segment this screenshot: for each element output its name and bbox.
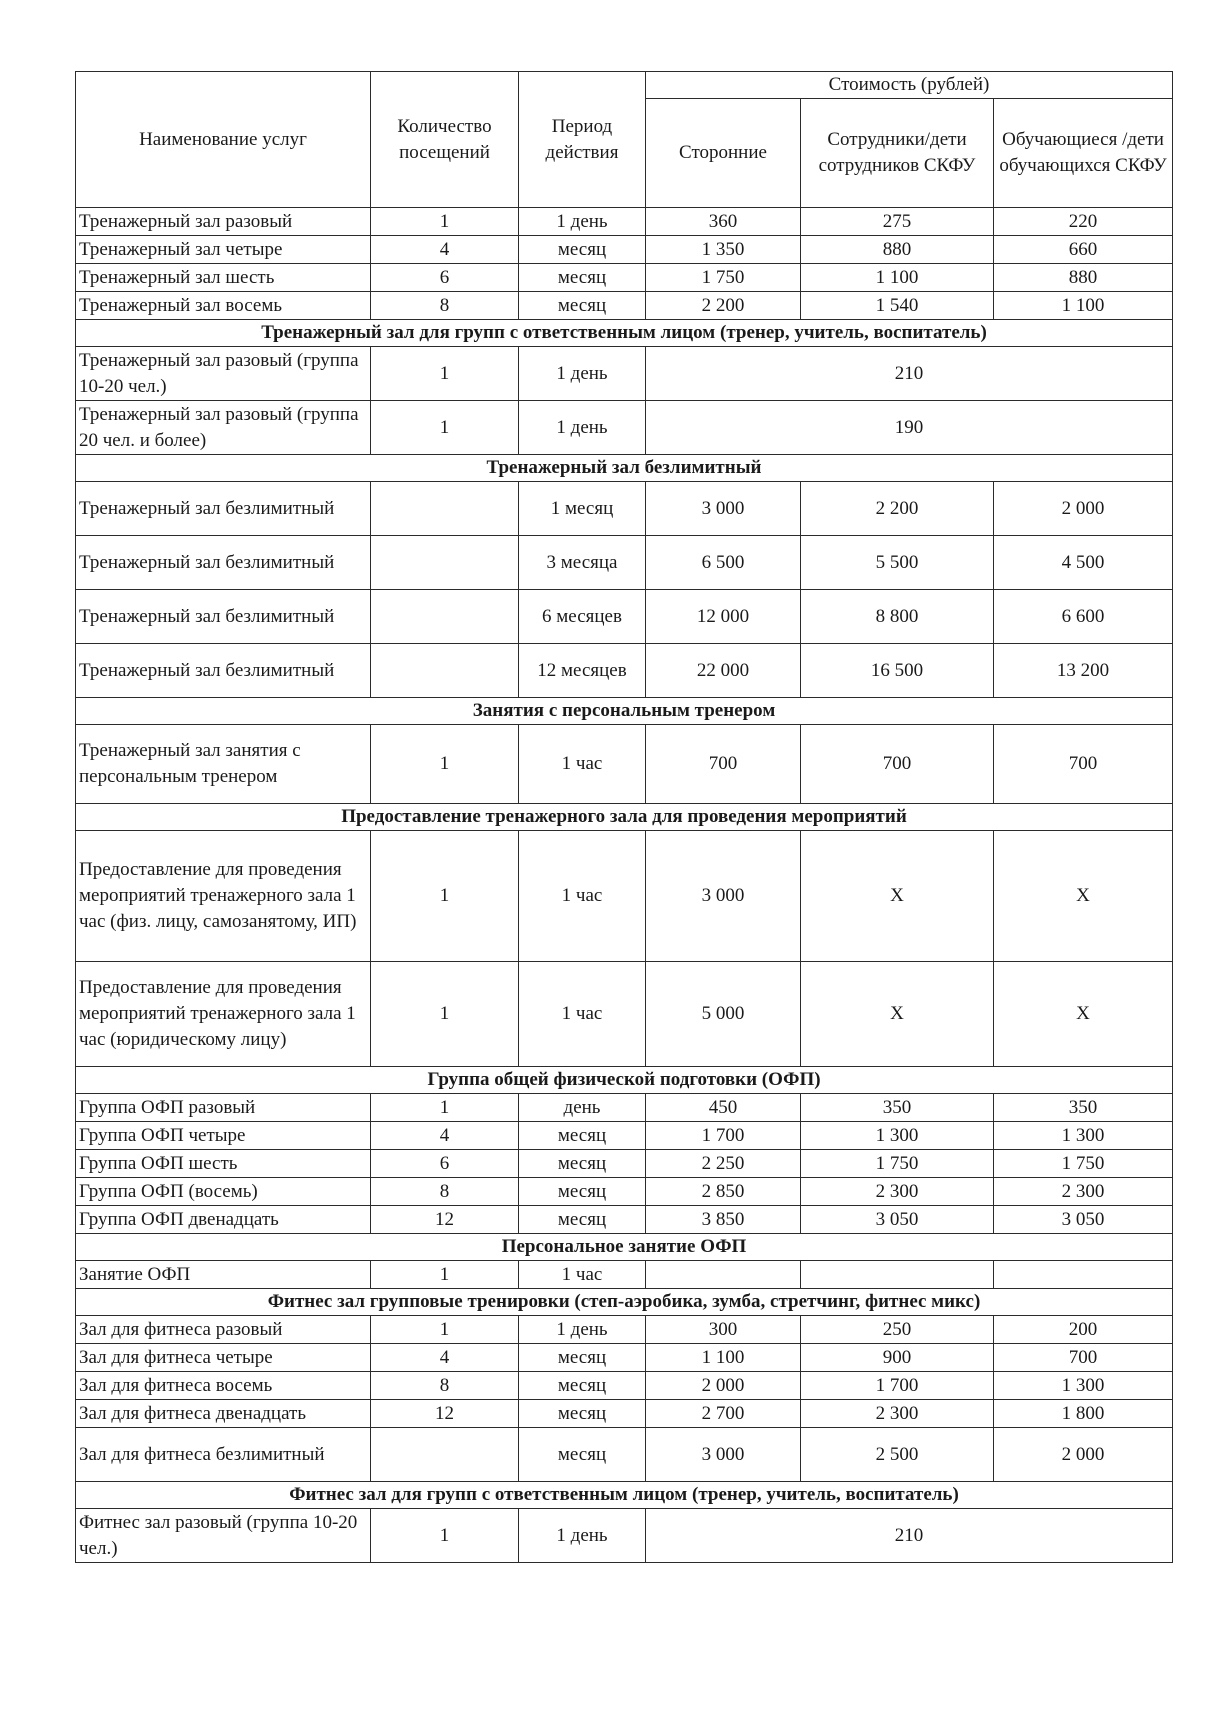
validity-period: месяц — [519, 1428, 646, 1482]
validity-period: месяц — [519, 1150, 646, 1178]
table-row — [76, 1261, 1173, 1289]
price-students: 700 — [994, 725, 1173, 804]
validity-period: день — [519, 1094, 646, 1122]
service-name: Группа ОФП двенадцать — [76, 1206, 371, 1234]
validity-period: 1 час — [519, 725, 646, 804]
price-external: 3 000 — [646, 831, 801, 962]
table-row — [76, 347, 1173, 401]
price-students: 1 300 — [994, 1372, 1173, 1400]
visits-count: 8 — [371, 1372, 519, 1400]
visits-count: 1 — [371, 725, 519, 804]
table-row — [76, 644, 1173, 698]
section-row — [76, 1289, 1173, 1316]
service-name: Зал для фитнеса четыре — [76, 1344, 371, 1372]
price-external: 3 000 — [646, 482, 801, 536]
price-staff: 8 800 — [801, 590, 994, 644]
service-name: Зал для фитнеса восемь — [76, 1372, 371, 1400]
header-students: Обучающиеся /дети обучающихся СКФУ — [994, 99, 1173, 208]
price-students: 1 100 — [994, 292, 1173, 320]
service-name: Предоставление для проведения мероприятий тренажерного зала 1 час (физ. лицу, самозанятому, ИП) — [76, 831, 371, 962]
price-external: 12 000 — [646, 590, 801, 644]
price-external: 1 100 — [646, 1344, 801, 1372]
table-row — [76, 401, 1173, 455]
service-name: Тренажерный зал восемь — [76, 292, 371, 320]
price-students: 3 050 — [994, 1206, 1173, 1234]
section-title: Группа общей физической подготовки (ОФП) — [76, 1067, 1173, 1094]
table-row — [76, 1344, 1173, 1372]
table-row — [76, 482, 1173, 536]
section-row — [76, 1234, 1173, 1261]
price-staff: 900 — [801, 1344, 994, 1372]
price-students: 1 800 — [994, 1400, 1173, 1428]
visits-count — [371, 482, 519, 536]
service-name: Группа ОФП четыре — [76, 1122, 371, 1150]
service-name: Тренажерный зал безлимитный — [76, 536, 371, 590]
table-row — [76, 590, 1173, 644]
header-validity-period: Период действия — [519, 72, 646, 208]
service-name: Занятие ОФП — [76, 1261, 371, 1289]
price-staff: 3 050 — [801, 1206, 994, 1234]
service-name: Группа ОФП (восемь) — [76, 1178, 371, 1206]
price-students: Х — [994, 831, 1173, 962]
table-row — [76, 536, 1173, 590]
price-external: 5 000 — [646, 962, 801, 1067]
visits-count: 4 — [371, 1344, 519, 1372]
table-row — [76, 1178, 1173, 1206]
price-students: 1 300 — [994, 1122, 1173, 1150]
price-external: 1 700 — [646, 1122, 801, 1150]
table-row — [76, 236, 1173, 264]
price-table-body — [76, 208, 1173, 1563]
price-students: 2 300 — [994, 1178, 1173, 1206]
price-staff: 1 750 — [801, 1150, 994, 1178]
price-staff: 2 200 — [801, 482, 994, 536]
visits-count: 6 — [371, 1150, 519, 1178]
visits-count: 1 — [371, 401, 519, 455]
header-cost: Стоимость (рублей) — [646, 72, 1173, 99]
price-external: 1 750 — [646, 264, 801, 292]
price-students: 700 — [994, 1344, 1173, 1372]
price-students: Х — [994, 962, 1173, 1067]
price-staff: 700 — [801, 725, 994, 804]
price-staff: 250 — [801, 1316, 994, 1344]
price-students: 880 — [994, 264, 1173, 292]
price-staff: 880 — [801, 236, 994, 264]
price-external: 1 350 — [646, 236, 801, 264]
validity-period: месяц — [519, 1344, 646, 1372]
price-external: 2 850 — [646, 1178, 801, 1206]
validity-period: месяц — [519, 1372, 646, 1400]
service-name: Тренажерный зал разовый (группа 20 чел. и более) — [76, 401, 371, 455]
section-title: Тренажерный зал безлимитный — [76, 455, 1173, 482]
table-row — [76, 264, 1173, 292]
price-staff: 350 — [801, 1094, 994, 1122]
validity-period: 1 день — [519, 1509, 646, 1563]
validity-period: 1 час — [519, 831, 646, 962]
visits-count: 8 — [371, 292, 519, 320]
service-name: Группа ОФП разовый — [76, 1094, 371, 1122]
table-row — [76, 292, 1173, 320]
visits-count: 12 — [371, 1206, 519, 1234]
table-row — [76, 962, 1173, 1067]
section-row — [76, 1067, 1173, 1094]
header-visits-count: Количество посещений — [371, 72, 519, 208]
price-staff: Х — [801, 831, 994, 962]
group-price: 210 — [646, 347, 1173, 401]
header-external: Сторонние — [646, 99, 801, 208]
price-students: 4 500 — [994, 536, 1173, 590]
price-external: 3 850 — [646, 1206, 801, 1234]
visits-count: 1 — [371, 1509, 519, 1563]
price-external: 450 — [646, 1094, 801, 1122]
table-row — [76, 1122, 1173, 1150]
visits-count — [371, 536, 519, 590]
validity-period: месяц — [519, 264, 646, 292]
service-name: Фитнес зал разовый (группа 10-20 чел.) — [76, 1509, 371, 1563]
visits-count: 1 — [371, 1261, 519, 1289]
validity-period: 1 день — [519, 347, 646, 401]
group-price: 210 — [646, 1509, 1173, 1563]
price-staff: 2 300 — [801, 1178, 994, 1206]
service-name: Тренажерный зал безлимитный — [76, 644, 371, 698]
price-students: 13 200 — [994, 644, 1173, 698]
section-title: Предоставление тренажерного зала для проведения мероприятий — [76, 804, 1173, 831]
price-students: 2 000 — [994, 1428, 1173, 1482]
table-row — [76, 1372, 1173, 1400]
section-row — [76, 1482, 1173, 1509]
validity-period: месяц — [519, 236, 646, 264]
table-row — [76, 1400, 1173, 1428]
visits-count: 1 — [371, 347, 519, 401]
validity-period: 1 час — [519, 1261, 646, 1289]
price-staff: 1 300 — [801, 1122, 994, 1150]
price-students: 2 000 — [994, 482, 1173, 536]
price-staff: 16 500 — [801, 644, 994, 698]
visits-count: 1 — [371, 1316, 519, 1344]
price-staff: 275 — [801, 208, 994, 236]
price-staff: 2 500 — [801, 1428, 994, 1482]
header-service-name: Наименование услуг — [76, 72, 371, 208]
price-students: 220 — [994, 208, 1173, 236]
validity-period: 1 час — [519, 962, 646, 1067]
section-title: Фитнес зал для групп с ответственным лицом (тренер, учитель, воспитатель) — [76, 1482, 1173, 1509]
visits-count: 1 — [371, 962, 519, 1067]
visits-count: 12 — [371, 1400, 519, 1428]
price-external: 2 000 — [646, 1372, 801, 1400]
service-name: Тренажерный зал четыре — [76, 236, 371, 264]
visits-count: 4 — [371, 236, 519, 264]
price-staff: 5 500 — [801, 536, 994, 590]
table-row — [76, 208, 1173, 236]
price-staff: 2 300 — [801, 1400, 994, 1428]
section-row — [76, 698, 1173, 725]
validity-period: 6 месяцев — [519, 590, 646, 644]
section-title: Персональное занятие ОФП — [76, 1234, 1173, 1261]
service-name: Зал для фитнеса двенадцать — [76, 1400, 371, 1428]
price-staff — [801, 1261, 994, 1289]
price-students: 350 — [994, 1094, 1173, 1122]
price-staff: 1 540 — [801, 292, 994, 320]
table-row — [76, 1150, 1173, 1178]
price-students: 200 — [994, 1316, 1173, 1344]
price-external: 360 — [646, 208, 801, 236]
price-students: 660 — [994, 236, 1173, 264]
price-external: 2 250 — [646, 1150, 801, 1178]
service-name: Тренажерный зал безлимитный — [76, 482, 371, 536]
validity-period: месяц — [519, 1122, 646, 1150]
validity-period: 1 месяц — [519, 482, 646, 536]
validity-period: 3 месяца — [519, 536, 646, 590]
validity-period: 1 день — [519, 401, 646, 455]
price-external: 2 200 — [646, 292, 801, 320]
service-name: Тренажерный зал шесть — [76, 264, 371, 292]
table-row — [76, 831, 1173, 962]
table-row — [76, 1094, 1173, 1122]
price-staff: 1 100 — [801, 264, 994, 292]
price-external: 2 700 — [646, 1400, 801, 1428]
section-row — [76, 804, 1173, 831]
table-row — [76, 1316, 1173, 1344]
section-title: Тренажерный зал для групп с ответственным лицом (тренер, учитель, воспитатель) — [76, 320, 1173, 347]
validity-period: месяц — [519, 1178, 646, 1206]
price-external: 3 000 — [646, 1428, 801, 1482]
table-row — [76, 1428, 1173, 1482]
price-external: 700 — [646, 725, 801, 804]
service-name: Предоставление для проведения мероприятий тренажерного зала 1 час (юридическому лицу) — [76, 962, 371, 1067]
validity-period: месяц — [519, 1400, 646, 1428]
price-students: 1 750 — [994, 1150, 1173, 1178]
section-row — [76, 320, 1173, 347]
visits-count — [371, 590, 519, 644]
visits-count — [371, 1428, 519, 1482]
price-external — [646, 1261, 801, 1289]
validity-period: 1 день — [519, 208, 646, 236]
section-title: Занятия с персональным тренером — [76, 698, 1173, 725]
visits-count: 1 — [371, 831, 519, 962]
price-staff: 1 700 — [801, 1372, 994, 1400]
price-external: 22 000 — [646, 644, 801, 698]
price-external: 300 — [646, 1316, 801, 1344]
service-name: Тренажерный зал разовый (группа 10-20 чел.) — [76, 347, 371, 401]
section-title: Фитнес зал групповые тренировки (степ-аэробика, зумба, стретчинг, фитнес микс) — [76, 1289, 1173, 1316]
validity-period: 1 день — [519, 1316, 646, 1344]
visits-count: 1 — [371, 208, 519, 236]
service-name: Зал для фитнеса безлимитный — [76, 1428, 371, 1482]
visits-count: 6 — [371, 264, 519, 292]
service-name: Тренажерный зал безлимитный — [76, 590, 371, 644]
validity-period: месяц — [519, 1206, 646, 1234]
header-staff: Сотрудники/дети сотрудников СКФУ — [801, 99, 994, 208]
service-name: Тренажерный зал занятия с персональным тренером — [76, 725, 371, 804]
visits-count: 4 — [371, 1122, 519, 1150]
price-table — [75, 71, 1173, 1563]
table-row — [76, 1206, 1173, 1234]
price-students: 6 600 — [994, 590, 1173, 644]
price-list-page — [75, 71, 1172, 1563]
visits-count: 1 — [371, 1094, 519, 1122]
service-name: Тренажерный зал разовый — [76, 208, 371, 236]
price-students — [994, 1261, 1173, 1289]
service-name: Группа ОФП шесть — [76, 1150, 371, 1178]
table-row — [76, 725, 1173, 804]
validity-period: месяц — [519, 292, 646, 320]
visits-count — [371, 644, 519, 698]
section-row — [76, 455, 1173, 482]
price-staff: Х — [801, 962, 994, 1067]
table-row — [76, 1509, 1173, 1563]
validity-period: 12 месяцев — [519, 644, 646, 698]
group-price: 190 — [646, 401, 1173, 455]
visits-count: 8 — [371, 1178, 519, 1206]
service-name: Зал для фитнеса разовый — [76, 1316, 371, 1344]
price-external: 6 500 — [646, 536, 801, 590]
